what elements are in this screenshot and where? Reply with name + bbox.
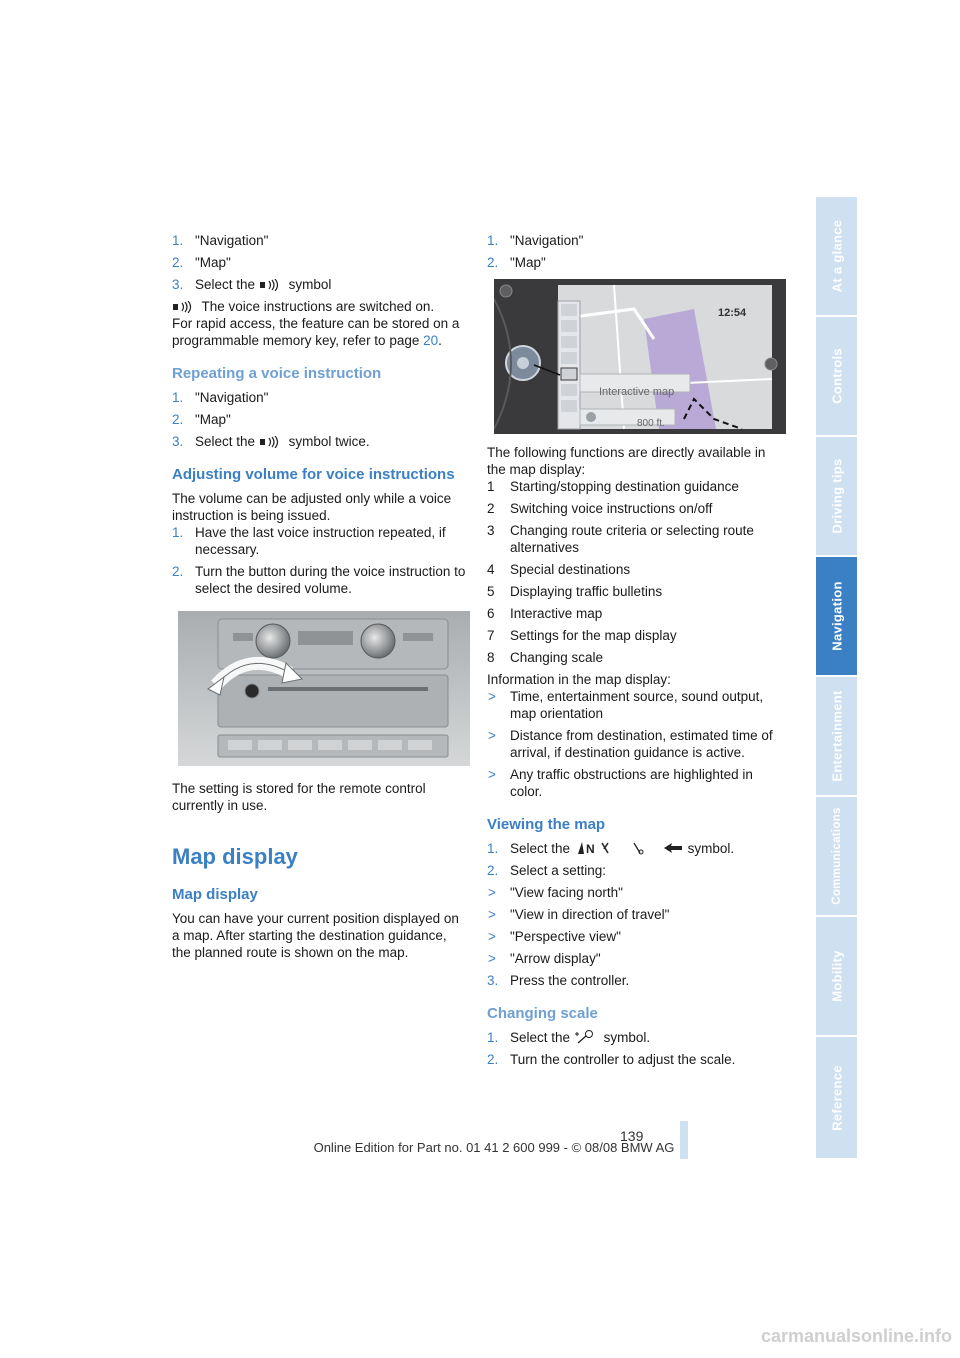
step: 1. "Navigation" — [487, 233, 584, 248]
step: 1. "Navigation" — [172, 390, 269, 405]
function-item: 7 Settings for the map display — [487, 628, 677, 643]
repeat-heading: Repeating a voice instruction — [172, 365, 382, 382]
step: 2. "Map" — [172, 255, 231, 270]
dashboard-photo — [178, 611, 470, 766]
rapid-access-text: For rapid access, the feature can be stored on a programmable memory key, refer to page 20. — [172, 316, 460, 348]
tab-controls[interactable]: Controls — [816, 317, 857, 437]
view-option: > "Arrow display" — [488, 951, 601, 966]
tab-at-a-glance[interactable]: At a glance — [816, 197, 857, 317]
page-link[interactable]: 20 — [423, 333, 439, 348]
function-item: 6 Interactive map — [487, 606, 603, 621]
watermark: carmanualsonline.info — [760, 1326, 952, 1346]
step: 2. Select a setting: — [487, 863, 607, 878]
step: 2. Turn the controller to adjust the scale. — [487, 1052, 736, 1067]
map-scale-label: 800 ft. — [637, 418, 665, 429]
speaker-icon — [259, 436, 285, 448]
function-item: 3 Changing route criteria or selecting route alternatives — [487, 523, 754, 555]
tab-communications[interactable]: Communications — [816, 797, 857, 917]
step: 2. Turn the button during the voice instruction to select the desired volume. — [172, 564, 466, 596]
step: 3. Select the symbol — [172, 277, 332, 292]
tab-navigation[interactable]: Navigation — [816, 557, 857, 677]
volume-intro: The volume can be adjusted only while a voice instruction is being issued. — [172, 491, 452, 523]
step: 2. "Map" — [172, 412, 231, 427]
speaker-icon — [259, 279, 285, 291]
dashboard-illustration — [178, 611, 470, 766]
function-item: 2 Switching voice instructions on/off — [487, 501, 713, 516]
map-screen-illustration — [494, 279, 786, 434]
page-number: 139 — [620, 1128, 644, 1144]
map-display-subheading: Map display — [172, 886, 258, 903]
stored-note: The setting is stored for the remote control currently in use. — [172, 781, 426, 813]
step: 1. Select the N symbol. — [487, 841, 735, 856]
volume-heading: Adjusting volume for voice instructions — [172, 466, 455, 483]
tab-driving-tips[interactable]: Driving tips — [816, 437, 857, 557]
tab-entertainment[interactable]: Entertainment — [816, 677, 857, 797]
map-display-title: Map display — [172, 844, 298, 869]
right-column — [487, 232, 782, 1073]
step: 1. "Navigation" — [172, 233, 269, 248]
viewing-heading: Viewing the map — [487, 816, 606, 833]
map-display-text: You can have your current position displayed on a map. After starting the destination guidance, the planned route is shown on the map. — [172, 911, 459, 960]
function-item: 1 Starting/stopping destination guidance — [487, 479, 739, 494]
scale-heading: Changing scale — [487, 1005, 598, 1022]
step: 1. Select the symbol. — [487, 1030, 651, 1045]
function-item: 4 Special destinations — [487, 562, 631, 577]
tab-mobility[interactable]: Mobility — [816, 917, 857, 1037]
step: 2. "Map" — [487, 255, 546, 270]
view-option: > "View facing north" — [488, 885, 623, 900]
function-item: 8 Changing scale — [487, 650, 604, 665]
step: 1. Have the last voice instruction repeated, if necessary. — [172, 525, 446, 557]
left-column — [172, 232, 467, 961]
step: 3. Press the controller. — [487, 973, 630, 988]
functions-intro: The following functions are directly available in the map display: — [487, 445, 766, 477]
map-interactive-label: Interactive map — [599, 386, 675, 398]
map-orientation-icons — [574, 841, 684, 855]
info-intro: Information in the map display: — [487, 672, 671, 687]
view-option: > "View in direction of travel" — [488, 907, 670, 922]
function-item: 5 Displaying traffic bulletins — [487, 584, 663, 599]
tab-reference[interactable]: Reference — [816, 1037, 857, 1160]
map-screen — [494, 279, 786, 434]
footer: Online Edition for Part no. 01 41 2 600 999 - © 08/08 BMW AG — [313, 1140, 675, 1155]
icon-note: The voice instructions are switched on. — [172, 298, 467, 315]
info-bullet: > Distance from destination, estimated time of arrival, if destination guidance is active. — [488, 728, 773, 760]
info-bullet: > Time, entertainment source, sound output, map orientation — [488, 689, 764, 721]
svg-text:N: N — [585, 842, 595, 855]
scale-icon — [574, 1030, 600, 1044]
speaker-icon — [172, 301, 198, 313]
chapter-sidebar — [816, 197, 857, 1160]
info-bullet: > Any traffic obstructions are highlighted in color. — [488, 767, 753, 799]
view-option: > "Perspective view" — [488, 929, 621, 944]
map-time: 12:54 — [718, 307, 747, 319]
step: 3. Select the symbol twice. — [172, 434, 370, 449]
